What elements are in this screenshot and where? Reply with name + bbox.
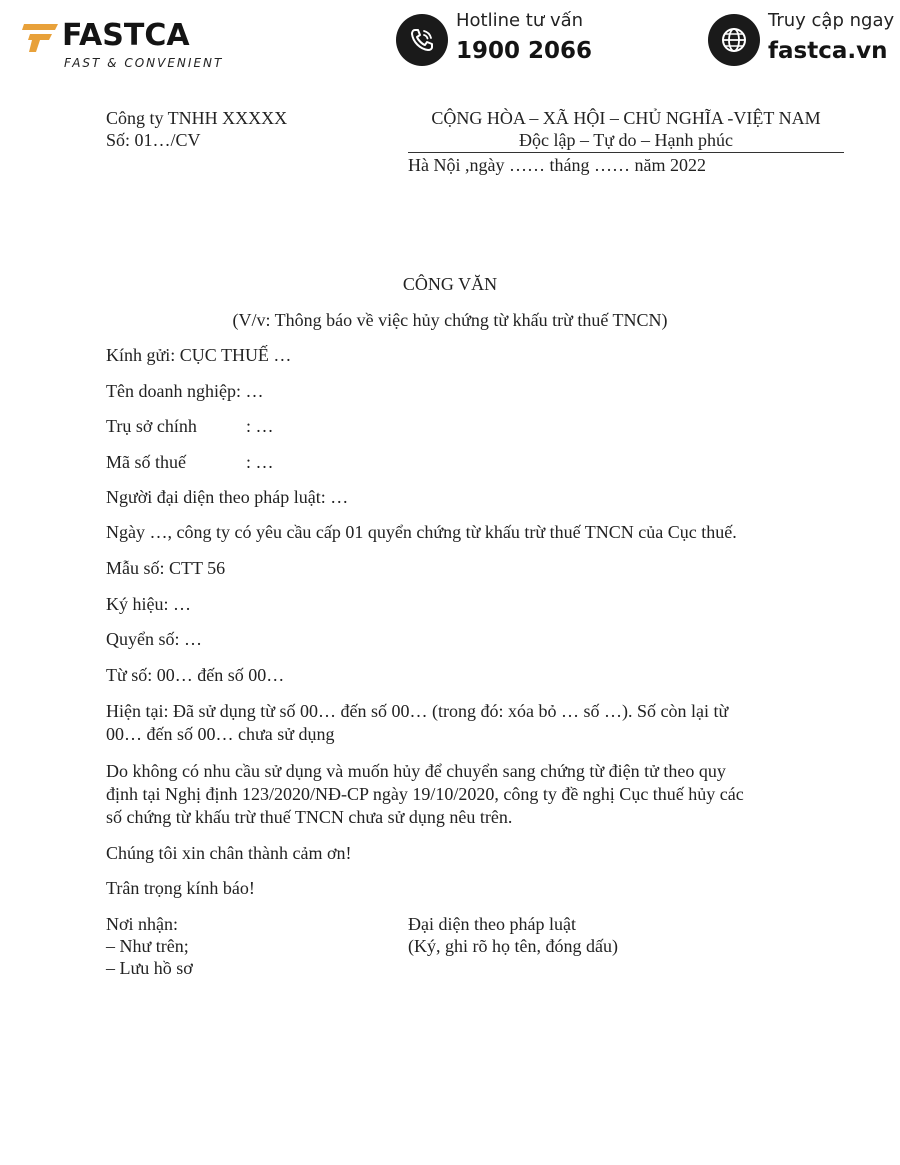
- tax-code-label: Mã số thuế: [106, 452, 186, 472]
- hotline-label: Hotline tư vấn: [456, 10, 584, 31]
- recipients-label: Nơi nhận:: [106, 914, 179, 934]
- head-office-value: : …: [246, 416, 274, 436]
- head-office-line: [106, 415, 796, 438]
- phone-icon: [396, 14, 448, 66]
- company-name: Công ty TNHH XXXXX: [106, 108, 288, 128]
- recipient-line: Kính gửi: CỤC THUẾ …: [106, 345, 292, 365]
- current-status-line-1: Hiện tại: Đã sử dụng từ số 00… đến số 00… (trong đó: xóa bỏ … số …). Số còn lại từ: [106, 701, 729, 721]
- head-office-label: Trụ sở chính: [106, 416, 197, 436]
- national-motto: Độc lập – Tự do – Hạnh phúc: [519, 130, 733, 150]
- tax-code-value: : …: [246, 452, 274, 472]
- recipients-item-2: – Lưu hồ sơ: [106, 958, 193, 978]
- reason-line-3: số chứng từ khấu trừ thuế TNCN chưa sử dụng nêu trên.: [106, 807, 513, 827]
- brand-tagline: FAST & CONVENIENT: [64, 56, 224, 70]
- header-divider: [408, 152, 844, 153]
- website-url[interactable]: fastca.vn: [768, 38, 888, 64]
- symbol-line: Ký hiệu: …: [106, 594, 191, 614]
- hotline-number[interactable]: 1900 2066: [456, 38, 593, 64]
- recipients-item-1: – Như trên;: [106, 936, 189, 956]
- signer-title: Đại diện theo pháp luật: [408, 914, 576, 934]
- regards-line: Trân trọng kính báo!: [106, 878, 255, 898]
- signer-note: (Ký, ghi rõ họ tên, đóng dấu): [408, 936, 618, 956]
- reason-line-1: Do không có nhu cầu sử dụng và muốn hủy để chuyển sang chứng từ điện tử theo quy: [106, 761, 726, 781]
- legal-representative: Người đại diện theo pháp luật: …: [106, 487, 349, 507]
- document-subject: (V/v: Thông báo về việc hủy chứng từ khấu trừ thuế TNCN): [232, 310, 668, 330]
- fastca-logo[interactable]: [22, 18, 242, 74]
- book-number: Quyển số: …: [106, 629, 202, 649]
- form-number: Mẫu số: CTT 56: [106, 558, 226, 578]
- business-name: Tên doanh nghiệp: …: [106, 381, 264, 401]
- fastca-logo-mark: [22, 22, 60, 52]
- brand-name: FASTCA: [62, 18, 190, 53]
- current-status-line-2: 00… đến số 00… chưa sử dụng: [106, 724, 335, 744]
- thanks-line: Chúng tôi xin chân thành cảm ơn!: [106, 843, 352, 863]
- place-date: Hà Nội ,ngày …… tháng …… năm 2022: [408, 155, 706, 175]
- document-number: Số: 01…/CV: [106, 130, 201, 150]
- website-label: Truy cập ngay: [768, 10, 895, 31]
- request-paragraph: Ngày …, công ty có yêu cầu cấp 01 quyển chứng từ khấu trừ thuế TNCN của Cục thuế.: [106, 522, 737, 542]
- national-title: CỘNG HÒA – XÃ HỘI – CHỦ NGHĨA -VIỆT NAM: [431, 108, 821, 128]
- reason-line-2: định tại Nghị định 123/2020/NĐ-CP ngày 19/10/2020, công ty đề nghị Cục thuế hủy các: [106, 784, 744, 804]
- number-range: Từ số: 00… đến số 00…: [106, 665, 285, 685]
- document-title: CÔNG VĂN: [402, 274, 498, 294]
- tax-code-line: [106, 451, 796, 474]
- globe-icon: [708, 14, 760, 66]
